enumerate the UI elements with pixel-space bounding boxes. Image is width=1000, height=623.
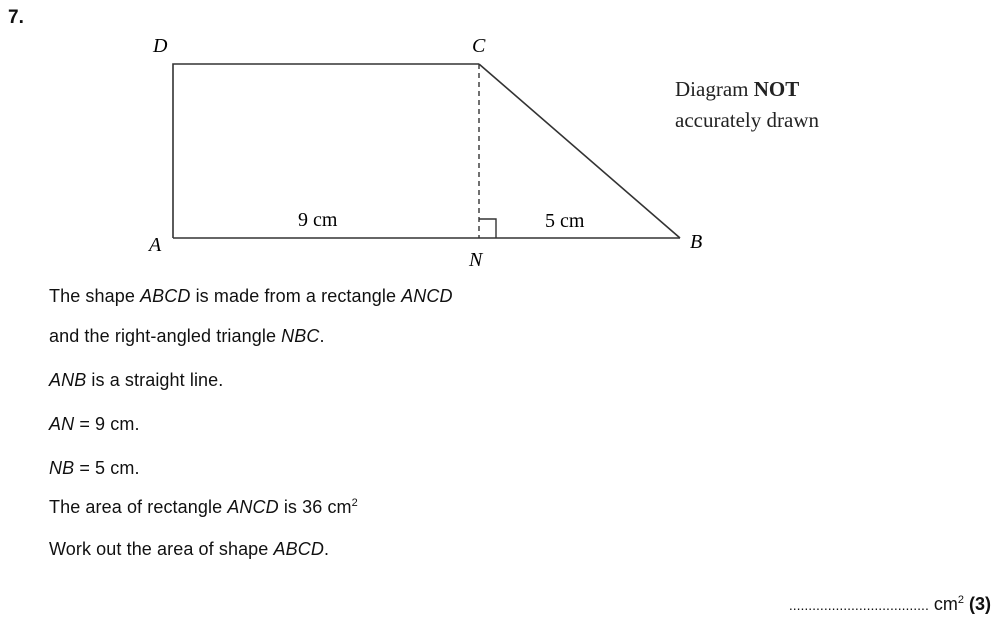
text-line-4: AN = 9 cm. bbox=[49, 414, 140, 434]
label-b: B bbox=[690, 231, 703, 253]
text-line-6: The area of rectangle ANCD is 36 $cm^2$ bbox=[49, 497, 358, 517]
right-angle-marker bbox=[479, 219, 496, 238]
label-c: C bbox=[472, 35, 486, 57]
marks-label: (3) bbox=[969, 594, 991, 614]
text-line-7: Work out the area of shape ABCD. bbox=[49, 539, 330, 559]
geometry-diagram bbox=[0, 0, 1000, 290]
question-number: 7. bbox=[8, 7, 24, 28]
text-line-1: The shape ABCD is made from a rectangle ANCD bbox=[49, 286, 453, 306]
text-line-3: ANB is a straight line. bbox=[49, 370, 224, 390]
label-a: A bbox=[149, 234, 162, 256]
text-line-2: and the right-angled triangle NBC. bbox=[49, 326, 325, 346]
answer-dots[interactable]: .................................... bbox=[788, 597, 929, 613]
label-n: N bbox=[469, 249, 483, 271]
answer-line: .................................... $cm^2$ (3) bbox=[788, 594, 991, 614]
diagram-note: Diagram NOT accurately drawn bbox=[675, 77, 819, 132]
label-d: D bbox=[153, 35, 168, 57]
answer-unit: cm bbox=[933, 594, 958, 614]
length-nb-label: 5 cm bbox=[545, 210, 585, 232]
text-line-5: NB = 5 cm. bbox=[49, 458, 140, 478]
length-an-label: 9 cm bbox=[298, 209, 338, 231]
